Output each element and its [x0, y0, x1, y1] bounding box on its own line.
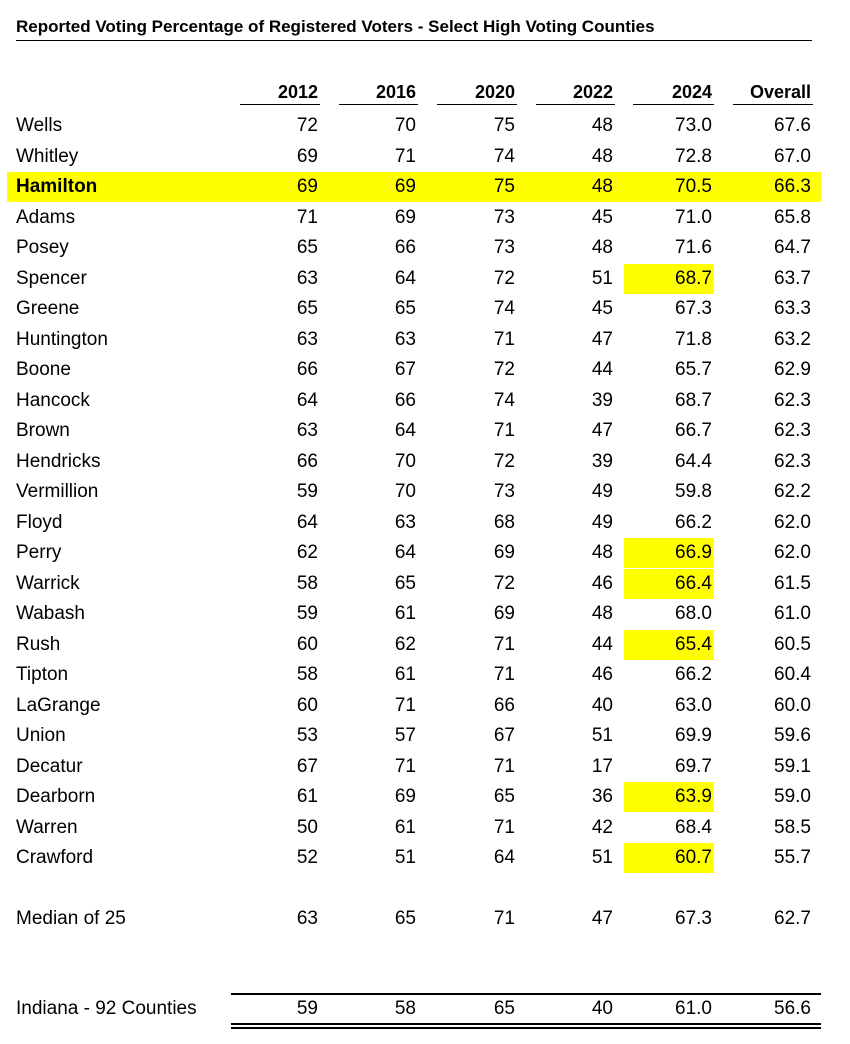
cell-2012: 52	[296, 847, 318, 868]
cell-2012: 62	[296, 542, 318, 563]
cell-2016: 65	[394, 908, 416, 929]
cell-2024: 73.0	[675, 115, 712, 136]
cell-overall: 62.3	[774, 390, 811, 411]
cell-2016: 67	[394, 359, 416, 380]
cell-2016: 65	[394, 573, 416, 594]
county-name: Spencer	[16, 268, 87, 289]
county-name: Brown	[16, 420, 70, 441]
cell-2016: 51	[394, 847, 416, 868]
cell-2020: 65	[493, 786, 515, 807]
county-row	[0, 691, 850, 721]
cell-2022: 48	[591, 603, 613, 624]
cell-overall: 63.7	[774, 268, 811, 289]
cell-overall: 60.4	[774, 664, 811, 685]
cell-2024: 60.7	[624, 843, 714, 873]
cell-2020: 71	[493, 817, 515, 838]
cell-2024: 61.0	[675, 998, 712, 1019]
cell-2020: 72	[493, 451, 515, 472]
cell-2022: 47	[591, 908, 613, 929]
cell-2012: 58	[296, 573, 318, 594]
cell-2016: 69	[394, 176, 416, 197]
cell-2012: 63	[296, 268, 318, 289]
cell-2022: 51	[591, 268, 613, 289]
cell-2022: 48	[591, 237, 613, 258]
cell-2012: 59	[296, 998, 318, 1019]
cell-overall: 60.5	[774, 634, 811, 655]
cell-overall: 61.0	[774, 603, 811, 624]
median-label: Median of 25	[16, 908, 126, 929]
cell-2024: 67.3	[675, 908, 712, 929]
county-name: Greene	[16, 298, 80, 319]
cell-2016: 64	[394, 542, 416, 563]
county-row	[0, 843, 850, 873]
county-name: Boone	[16, 359, 71, 380]
county-row	[0, 569, 850, 599]
cell-2022: 40	[591, 998, 613, 1019]
county-name: Warrick	[16, 573, 80, 594]
county-row	[0, 233, 850, 263]
county-row	[0, 294, 850, 324]
county-row	[0, 599, 850, 629]
cell-2022: 45	[591, 298, 613, 319]
cell-2024: 68.4	[675, 817, 712, 838]
cell-2020: 69	[493, 542, 515, 563]
cell-overall: 63.3	[774, 298, 811, 319]
county-row	[0, 477, 850, 507]
cell-2012: 50	[296, 817, 318, 838]
county-row	[0, 813, 850, 843]
cell-2012: 65	[296, 237, 318, 258]
county-name: Hamilton	[16, 176, 98, 197]
cell-overall: 55.7	[774, 847, 811, 868]
median-row	[0, 904, 850, 934]
county-row	[0, 264, 850, 294]
cell-2020: 66	[493, 695, 515, 716]
county-name: Decatur	[16, 756, 83, 777]
cell-2022: 47	[591, 329, 613, 350]
cell-2020: 69	[493, 603, 515, 624]
cell-2022: 47	[591, 420, 613, 441]
total-double-rule-lower	[231, 1027, 821, 1029]
county-name: Adams	[16, 207, 76, 228]
cell-2022: 49	[591, 481, 613, 502]
cell-2020: 71	[493, 664, 515, 685]
cell-2020: 75	[493, 176, 515, 197]
county-name: Posey	[16, 237, 69, 258]
cell-2020: 74	[493, 390, 515, 411]
cell-2024: 69.7	[675, 756, 712, 777]
county-name: Union	[16, 725, 66, 746]
cell-2024: 71.8	[675, 329, 712, 350]
cell-2020: 65	[493, 998, 515, 1019]
cell-2022: 44	[591, 634, 613, 655]
cell-2020: 67	[493, 725, 515, 746]
cell-2016: 69	[394, 207, 416, 228]
county-row	[0, 386, 850, 416]
cell-2024: 68.7	[624, 264, 714, 294]
county-row	[0, 355, 850, 385]
column-header-2022: 2022	[536, 80, 615, 105]
cell-2022: 46	[591, 664, 613, 685]
cell-2022: 40	[591, 695, 613, 716]
cell-2022: 48	[591, 542, 613, 563]
cell-2020: 74	[493, 146, 515, 167]
county-row	[0, 508, 850, 538]
column-header-2024: 2024	[633, 80, 714, 105]
cell-2012: 63	[296, 908, 318, 929]
cell-overall: 63.2	[774, 329, 811, 350]
cell-2022: 49	[591, 512, 613, 533]
cell-2022: 39	[591, 390, 613, 411]
cell-2024: 66.9	[624, 538, 714, 568]
cell-overall: 59.6	[774, 725, 811, 746]
cell-2012: 72	[296, 115, 318, 136]
county-row	[0, 325, 850, 355]
cell-2024: 65.4	[624, 630, 714, 660]
cell-2016: 71	[394, 756, 416, 777]
county-name: Vermillion	[16, 481, 99, 502]
cell-2024: 66.2	[675, 664, 712, 685]
cell-2012: 59	[296, 481, 318, 502]
county-name: Warren	[16, 817, 78, 838]
county-name: Wells	[16, 115, 63, 136]
cell-2012: 63	[296, 329, 318, 350]
county-row	[0, 538, 850, 568]
county-name: LaGrange	[16, 695, 101, 716]
county-name: Huntington	[16, 329, 108, 350]
cell-2012: 64	[296, 512, 318, 533]
cell-2016: 70	[394, 115, 416, 136]
cell-2024: 66.7	[675, 420, 712, 441]
cell-overall: 62.0	[774, 512, 811, 533]
county-name: Rush	[16, 634, 61, 655]
cell-2012: 53	[296, 725, 318, 746]
cell-2012: 69	[296, 146, 318, 167]
cell-2012: 59	[296, 603, 318, 624]
cell-2020: 68	[493, 512, 515, 533]
cell-overall: 65.8	[774, 207, 811, 228]
cell-2024: 71.6	[675, 237, 712, 258]
cell-overall: 59.1	[774, 756, 811, 777]
county-row	[0, 172, 850, 202]
cell-2022: 46	[591, 573, 613, 594]
cell-2024: 68.0	[675, 603, 712, 624]
cell-2024: 71.0	[675, 207, 712, 228]
county-row	[0, 203, 850, 233]
cell-2016: 71	[394, 146, 416, 167]
cell-2020: 71	[493, 420, 515, 441]
cell-2022: 17	[591, 756, 613, 777]
county-name: Whitley	[16, 146, 79, 167]
cell-overall: 64.7	[774, 237, 811, 258]
cell-2022: 51	[591, 725, 613, 746]
cell-2016: 61	[394, 817, 416, 838]
cell-2024: 59.8	[675, 481, 712, 502]
cell-2016: 58	[394, 998, 416, 1019]
cell-2022: 48	[591, 146, 613, 167]
table-title: Reported Voting Percentage of Registered Voters - Select High Voting Counties	[16, 16, 812, 41]
county-row	[0, 111, 850, 141]
cell-2024: 66.2	[675, 512, 712, 533]
county-row	[0, 416, 850, 446]
cell-overall: 66.3	[774, 176, 811, 197]
cell-overall: 56.6	[774, 998, 811, 1019]
cell-2022: 48	[591, 176, 613, 197]
cell-2024: 67.3	[675, 298, 712, 319]
cell-overall: 62.3	[774, 451, 811, 472]
cell-2012: 66	[296, 451, 318, 472]
cell-2016: 69	[394, 786, 416, 807]
cell-overall: 58.5	[774, 817, 811, 838]
cell-2012: 66	[296, 359, 318, 380]
county-row	[0, 630, 850, 660]
cell-2016: 65	[394, 298, 416, 319]
cell-2024: 72.8	[675, 146, 712, 167]
cell-2022: 44	[591, 359, 613, 380]
cell-2020: 75	[493, 115, 515, 136]
cell-2020: 71	[493, 634, 515, 655]
column-header-overall: Overall	[733, 80, 813, 105]
county-name: Perry	[16, 542, 62, 563]
cell-2012: 60	[296, 695, 318, 716]
total-top-rule	[231, 993, 821, 995]
cell-2016: 71	[394, 695, 416, 716]
county-name: Wabash	[16, 603, 85, 624]
cell-2020: 64	[493, 847, 515, 868]
cell-2020: 72	[493, 359, 515, 380]
cell-2016: 66	[394, 390, 416, 411]
indiana-label: Indiana - 92 Counties	[16, 998, 197, 1019]
cell-2012: 60	[296, 634, 318, 655]
cell-2022: 48	[591, 115, 613, 136]
cell-2012: 61	[296, 786, 318, 807]
cell-2016: 63	[394, 329, 416, 350]
county-name: Tipton	[16, 664, 69, 685]
cell-overall: 59.0	[774, 786, 811, 807]
cell-2016: 61	[394, 664, 416, 685]
cell-2020: 71	[493, 908, 515, 929]
indiana-total-row	[0, 994, 850, 1024]
cell-2012: 63	[296, 420, 318, 441]
cell-2020: 72	[493, 573, 515, 594]
cell-2024: 69.9	[675, 725, 712, 746]
cell-2016: 57	[394, 725, 416, 746]
cell-2020: 73	[493, 237, 515, 258]
cell-overall: 62.9	[774, 359, 811, 380]
cell-overall: 67.0	[774, 146, 811, 167]
cell-overall: 60.0	[774, 695, 811, 716]
county-name: Hancock	[16, 390, 90, 411]
total-double-rule-upper	[231, 1023, 821, 1025]
cell-2022: 39	[591, 451, 613, 472]
county-row	[0, 782, 850, 812]
cell-2012: 64	[296, 390, 318, 411]
column-header-row	[0, 80, 850, 106]
cell-2016: 64	[394, 420, 416, 441]
cell-2016: 70	[394, 481, 416, 502]
cell-2022: 51	[591, 847, 613, 868]
cell-2022: 45	[591, 207, 613, 228]
cell-2020: 74	[493, 298, 515, 319]
county-row	[0, 447, 850, 477]
cell-2012: 58	[296, 664, 318, 685]
cell-2024: 65.7	[675, 359, 712, 380]
cell-2022: 36	[591, 786, 613, 807]
cell-2024: 63.0	[675, 695, 712, 716]
county-row	[0, 142, 850, 172]
cell-2020: 71	[493, 756, 515, 777]
cell-2024: 64.4	[675, 451, 712, 472]
cell-2016: 64	[394, 268, 416, 289]
cell-2016: 61	[394, 603, 416, 624]
cell-2012: 67	[296, 756, 318, 777]
cell-overall: 62.3	[774, 420, 811, 441]
cell-overall: 62.2	[774, 481, 811, 502]
cell-2020: 73	[493, 207, 515, 228]
column-header-2012: 2012	[240, 80, 320, 105]
cell-overall: 62.0	[774, 542, 811, 563]
county-row	[0, 752, 850, 782]
column-header-2020: 2020	[437, 80, 517, 105]
cell-2016: 63	[394, 512, 416, 533]
county-row	[0, 721, 850, 751]
cell-2024: 70.5	[675, 176, 712, 197]
cell-2020: 72	[493, 268, 515, 289]
cell-overall: 67.6	[774, 115, 811, 136]
cell-2024: 68.7	[675, 390, 712, 411]
cell-2016: 62	[394, 634, 416, 655]
column-header-2016: 2016	[339, 80, 418, 105]
county-name: Hendricks	[16, 451, 101, 472]
county-name: Crawford	[16, 847, 94, 868]
cell-2024: 66.4	[624, 569, 714, 599]
cell-2024: 63.9	[624, 782, 714, 812]
county-name: Floyd	[16, 512, 63, 533]
cell-2016: 66	[394, 237, 416, 258]
cell-2012: 65	[296, 298, 318, 319]
cell-2022: 42	[591, 817, 613, 838]
cell-2012: 69	[296, 176, 318, 197]
cell-2020: 73	[493, 481, 515, 502]
cell-overall: 61.5	[774, 573, 811, 594]
cell-2012: 71	[296, 207, 318, 228]
cell-2016: 70	[394, 451, 416, 472]
county-row	[0, 660, 850, 690]
county-name: Dearborn	[16, 786, 96, 807]
cell-2020: 71	[493, 329, 515, 350]
cell-overall: 62.7	[774, 908, 811, 929]
